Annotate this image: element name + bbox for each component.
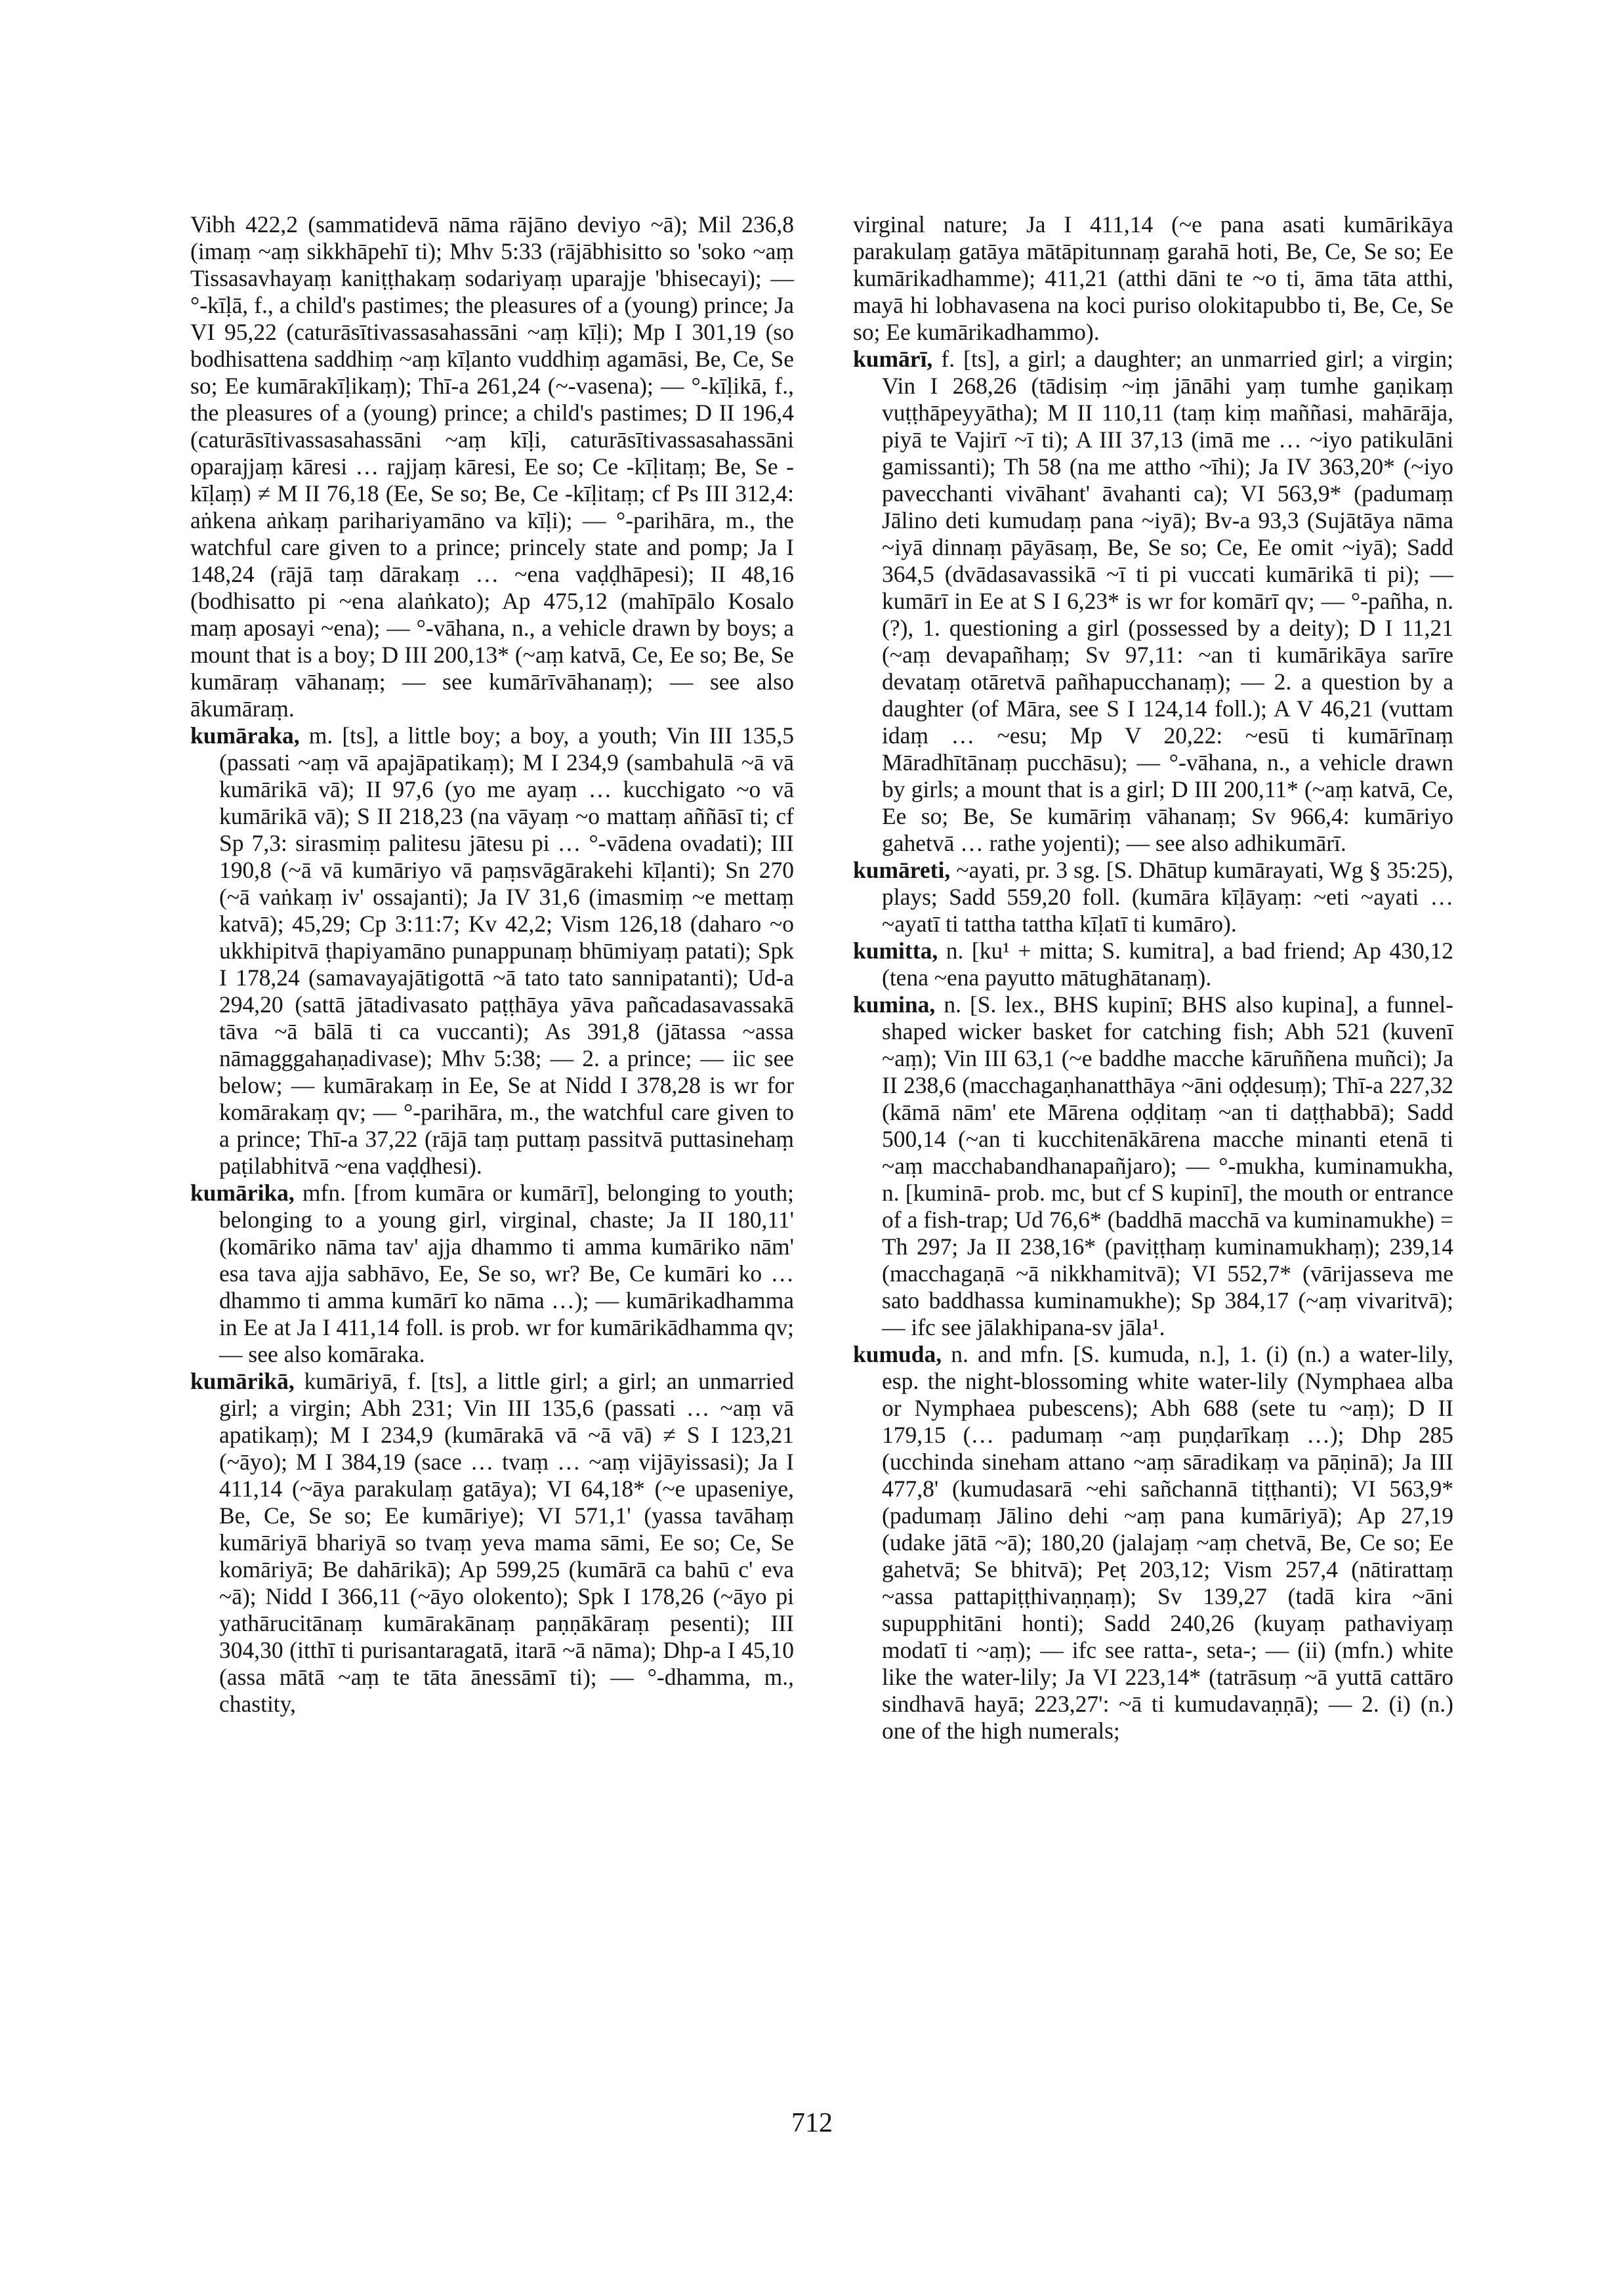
entry-text: f. [ts], a girl; a daughter; an unmarried girl; a virgin; Vin I 268,26 (tādisiṃ ~iṃ jānāhi yaṃ tumhe gaṇikaṃ vuṭṭhāpeyyātha); M II 110,11 (taṃ kiṃ maññasi, mahārāja, piyā te Vajirī ~ī ti); A III 37,13 (imā me … ~iyo patikulāni gamissanti); Th 58 (na me attho ~īhi); Ja IV 363,20* (~iyo pavecchanti vivāhant' āvahanti ca); VI 563,9* (padumaṃ Jālino deti kumudaṃ pana ~iyā); Bv-a 93,3 (Sujātāya nāma ~iyā dinnaṃ pāyāsaṃ, Be, Se so; Ce, Ee omit ~iyā); Sadd 364,5 (dvādasavassikā ~ī ti pi vuccati kumārikā ti pi); — kumārī in Ee at S I 6,23* is wr for komārī qv; — °-pañha, n.(?), 1. questioning a girl (possessed by a deity); D I 11,21 (~aṃ devapañhaṃ; Sv 97,11: ~an ti kumārikāya sarīre devataṃ otāretvā pañhapucchanaṃ); — 2. a question by a daughter (of Māra, see S I 124,14 foll.); A V 46,21 (vuttam idaṃ … ~esu; Mp V 20,22: ~esū ti kumārīnaṃ Māradhītānaṃ pucchāsu); — °-vāhana, n., a vehicle drawn by girls; a mount that is a girl; D III 200,11* (~aṃ katvā, Ce, Ee so; Be, Se kumāriṃ vāhanaṃ; Sv 966,4: kumāriyo gahetvā … rathe yojenti); — see also adhikumārī. bbox=[882, 346, 1453, 856]
headword: kumāraka, bbox=[190, 722, 300, 749]
headword: kumitta, bbox=[853, 938, 938, 964]
headword: kumuda, bbox=[853, 1341, 942, 1367]
entry-continuation: virginal nature; Ja I 411,14 (~e pana asati kumārikāya parakulaṃ gatāya mātāpitunnaṃ garahā hoti, Be, Ce, Se so; Ee kumārikadhamme); 411,21 (atthi dāni te ~o ti, āma tāta atthi, mayā hi lobhavasena na koci puriso olokitapubbo ti, Be, Ce, Se so; Ee kumārikadhammo). bbox=[853, 211, 1453, 345]
entry-kumari bbox=[853, 346, 1453, 857]
entry-text: kumāriyā, f. [ts], a little girl; a girl; an unmarried girl; a virgin; Abh 231; Vin III 135,6 (passati … ~aṃ vā apatikaṃ); M I 234,9 (kumārakā vā ~ā vā) ≠ S I 123,21 (~āyo); M I 384,19 (sace … tvaṃ … ~aṃ vijāyissasi); Ja I 411,14 (~āya parakulaṃ gatāya); VI 64,18* (~e upaseniye, Be, Ce, Se so; Ee kumāriye); VI 571,1' (yassa tavāhaṃ kumāriyā bhariyā so tvaṃ yeva mama sāmi, Ee so; Ce, Se komāriyā; Be dahārikā); Ap 599,25 (kumārā ca bahū c' eva ~ā); Nidd I 366,11 (~āyo olokento); Spk I 178,26 (~āyo pi yathārucitānaṃ kumārakānaṃ paṇṇākāraṃ pesenti); III 304,30 (itthī ti purisantaragatā, itarā ~ā nāma); Dhp-a I 45,10 (assa mātā ~aṃ te tāta ānessāmī ti); — °-dhamma, m., chastity, bbox=[219, 1368, 794, 1717]
headword: kumārika, bbox=[190, 1180, 295, 1206]
headword: kumārī, bbox=[853, 346, 933, 372]
entry-continuation: Vibh 422,2 (sammatidevā nāma rājāno deviyo ~ā); Mil 236,8 (imaṃ ~aṃ sikkhāpehī ti); Mhv 5:33 (rājābhisitto so 'soko ~aṃ Tissasavhayaṃ kaniṭṭhakaṃ sodariyaṃ uparajje 'bhisecayi); — °-kīḷā, f., a child's pastimes; the pleasures of a (young) prince; Ja VI 95,22 (caturāsītivassasahassāni ~aṃ kīḷi); Mp I 301,19 (so bodhisattena saddhiṃ ~aṃ kīḷanto vuddhiṃ agamāsi, Be, Ce, Se so; Ee kumārakīḷikaṃ); Thī-a 261,24 (~-vasena); — °-kīḷikā, f., the pleasures of a (young) prince; a child's pastimes; D II 196,4 (caturāsītivassasahassāni ~aṃ kīḷi, caturāsītivassasahassāni oparajjaṃ kāresi … rajjaṃ kāresi, Ee so; Ce -kīḷitaṃ; Be, Se -kīḷaṃ) ≠ M II 76,18 (Ee, Se so; Be, Ce -kīḷitaṃ; cf Ps III 312,4: aṅkena aṅkaṃ parihariyamāno va kīḷi); — °-parihāra, m., the watchful care given to a prince; princely state and pomp; Ja I 148,24 (rājā taṃ dārakaṃ … ~ena vaḍḍhāpesi); II 48,16 (bodhisatto pi ~ena alaṅkato); Ap 475,12 (mahīpālo Kosalo maṃ aposayi ~ena); — °-vāhana, n., a vehicle drawn by boys; a mount that is a boy; D III 200,13* (~aṃ katvā, Ce, Ee so; Be, Se kumāraṃ vāhanaṃ; — see kumārīvāhanaṃ); — see also ākumāraṃ. bbox=[190, 211, 794, 722]
entry-text: n. [S. lex., BHS kupinī; BHS also kupina], a funnel-shaped wicker basket for catching fish; Abh 521 (kuvenī ~aṃ); Vin III 63,1 (~e baddhe macche kāruññena muñci); Ja II 238,6 (macchagaṇhanatthāya ~āni oḍḍesuṃ); Thī-a 227,32 (kāmā nām' ete Mārena oḍḍitaṃ ~an ti daṭṭhabbā); Sadd 500,14 (~an ti kucchitenākārena macche minanti etenā ti ~aṃ macchabandhanapañjaro); — °-mukha, kuminamukha, n. [kuminā- prob. mc, but cf S kupinī], the mouth or entrance of a fish-trap; Ud 76,6* (baddhā macchā va kuminamukhe) = Th 297; Ja II 238,16* (paviṭṭhaṃ kuminamukhaṃ); 239,14 (macchagaṇā ~ā nikkhamitvā); VI 552,7* (vārijasseva me sato baddhassa kuminamukhe); Sp 384,17 (~aṃ vivaritvā); — ifc see jālakhipana-sv jāla¹. bbox=[882, 991, 1454, 1340]
entry-text: n. and mfn. [S. kumuda, n.], 1. (i) (n.) a water-lily, esp. the night-blossoming white water-lily (Nymphaea alba or Nymphaea pubescens); Abh 688 (sete tu ~aṃ); D II 179,15 (… padumaṃ ~aṃ puṇḍarīkaṃ …); Dhp 285 (ucchinda sineham attano ~aṃ sāradikaṃ va pāṇinā); Ja III 477,8' (kumudasarā ~ehi sañchannā tiṭṭhanti); VI 563,9* (padumaṃ Jālino dehi ~aṃ pana kumāriyā); Ap 27,19 (udake jātā ~ā); 180,20 (jalajaṃ ~aṃ chetvā, Be, Ce so; Ee gahetvā; Se bhitvā); Peṭ 203,12; Vism 257,4 (nātirattaṃ ~assa pattapiṭṭhivaṇṇaṃ); Sv 139,27 (tadā kira ~āni supupphitāni honti); Sadd 240,26 (kuyaṃ pathaviyaṃ modatī ti ~aṃ); — ifc see ratta-, seta-; — (ii) (mfn.) white like the water-lily; Ja VI 223,14* (tatrāsuṃ ~ā yuttā cattāro sindhavā hayā; 223,27': ~ā ti kumudavaṇṇā); — 2. (i) (n.) one of the high numerals; bbox=[882, 1341, 1453, 1744]
entry-kumarika-f bbox=[190, 1368, 794, 1718]
entry-text: n. [ku¹ + mitta; S. kumitra], a bad friend; Ap 430,12 (tena ~ena payutto mātughātanaṃ). bbox=[882, 938, 1454, 991]
entry-kumina bbox=[853, 991, 1453, 1341]
entry-text: mfn. [from kumāra or kumārī], belonging to youth; belonging to a young girl, virginal, chaste; Ja II 180,11' (komāriko nāma tav' ajja dhammo ti amma kumāriko nām' esa tava ajja sabhāvo, Ee, Se so, wr? Be, Ce kumāri ko … dhammo ti amma kumārī ko nāma …); — kumārikadhamma in Ee at Ja I 411,14 foll. is prob. wr for kumārikādhamma qv; — see also komāraka. bbox=[219, 1180, 795, 1367]
page-number: 712 bbox=[791, 2108, 833, 2138]
entry-text: m. [ts], a little boy; a boy, a youth; Vin III 135,5 (passati ~aṃ vā apajāpatikaṃ); M I 234,9 (sambahulā ~ā vā kumārikā vā); II 97,6 (yo me ayaṃ … kucchigato ~o vā kumārikā vā); S II 218,23 (na vāyaṃ ~o mattaṃ aññāsī ti; cf Sp 7,3: sirasmiṃ palitesu jātesu pi … °-vādena ovadati); III 190,8 (~ā vā kumāriyo vā paṃsvāgārakehi kīḷanti); Sn 270 (~ā vaṅkaṃ iv' ossajanti); Ja IV 31,6 (imasmiṃ ~e mettaṃ katvā); 45,29; Cp 3:11:7; Kv 42,2; Vism 126,18 (daharo ~o ukkhipitvā ṭhapiyamāno punappunaṃ bhūmiyaṃ patati); Spk I 178,24 (samavayajātigottā ~ā tato tato sannipatanti); Ud-a 294,20 (sattā jātadivasato paṭṭhāya yāva pañcadasavassakā tāva ~ā bālā ti ca vuccanti); As 391,8 (jātassa ~assa nāmagggahaṇadivase); Mhv 5:38; — 2. a prince; — iic see below; — kumārakaṃ in Ee, Se at Nidd I 378,28 is wr for komārakaṃ qv; — °-parihāra, m., the watchful care given to a prince; Thī-a 37,22 (rājā taṃ puttaṃ passitvā puttasinehaṃ paṭilabhitvā ~ena vaḍḍhesi). bbox=[219, 722, 794, 1179]
entry-text: ~ayati, pr. 3 sg. [S. Dhātup kumārayati, Wg § 35:25), plays; Sadd 559,20 foll. (kumāra kīḷāyaṃ: ~eti ~ayati … ~ayatī ti tattha tattha kīḷatī ti kumāro). bbox=[882, 857, 1453, 937]
entry-kumuda bbox=[853, 1341, 1453, 1745]
entry-kumareti bbox=[853, 857, 1453, 938]
right-column bbox=[853, 211, 1453, 1745]
headword: kumāreti, bbox=[853, 857, 951, 883]
left-column bbox=[190, 211, 794, 1718]
headword: kumina, bbox=[853, 991, 936, 1018]
entry-kumarika bbox=[190, 1180, 794, 1368]
entry-kumaraka bbox=[190, 722, 794, 1180]
entry-kumitta bbox=[853, 938, 1453, 991]
headword: kumārikā, bbox=[190, 1368, 295, 1394]
